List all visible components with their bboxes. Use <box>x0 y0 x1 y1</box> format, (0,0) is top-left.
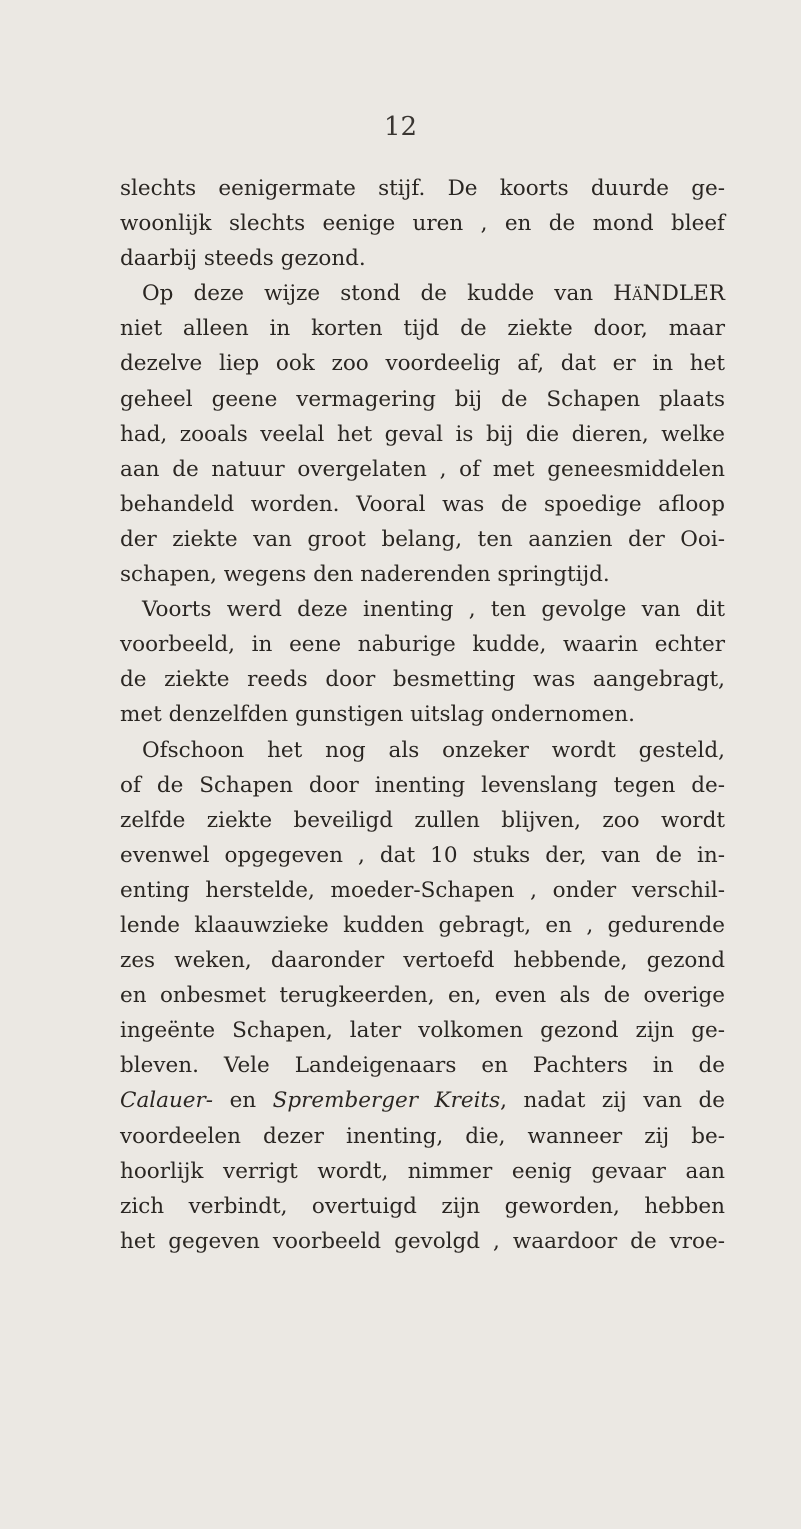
text-line: geheel geene vermagering bij de Schapen plaats <box>120 386 725 412</box>
text-line: zelfde ziekte beveiligd zullen blijven, zoo wordt <box>120 807 725 833</box>
text-line: Ofschoon het nog als onzeker wordt gesteld, <box>142 737 725 763</box>
text-line: der ziekte van groot belang, ten aanzien der Ooi- <box>120 526 725 552</box>
text-line: en onbesmet terugkeerden, en, even als de overige <box>120 983 725 1009</box>
text-line: behandeld worden. Vooral was de spoedige afloop <box>120 491 725 517</box>
text-line: aan de natuur overgelaten , of met geneesmiddelen <box>120 456 725 482</box>
place-name: Calauer- <box>120 1088 214 1114</box>
text-line: met denzelfden gunstigen uitslag ondernomen. <box>120 702 635 728</box>
text-line: zes weken, daaronder vertoefd hebbende, gezond <box>120 948 725 974</box>
text-line: ingeënte Schapen, later volkomen gezond zijn ge- <box>120 1018 725 1044</box>
text-line: of de Schapen door inenting levenslang tegen de- <box>120 772 725 798</box>
text-line: dezelve liep ook zoo voordeelig af, dat er in het <box>120 351 725 377</box>
text-line: bleven. Vele Landeigenaars en Pachters in de <box>120 1053 725 1079</box>
text-line: voorbeeld, in eene naburige kudde, waarin echter <box>120 632 725 658</box>
text-line: de ziekte reeds door besmetting was aangebragt, <box>120 667 725 693</box>
page-number: 12 <box>383 112 418 142</box>
text-line: lende klaauwzieke kudden gebragt, en , gedurende <box>120 912 725 938</box>
text-line: Calauer- en Spremberger Kreits, nadat zij van de <box>120 1088 725 1114</box>
text-line: enting herstelde, moeder-Schapen , onder verschil- <box>120 877 725 903</box>
text-line: Voorts werd deze inenting , ten gevolge van dit <box>142 597 725 623</box>
text-line: hoorlijk verrigt wordt, nimmer eenig gevaar aan <box>120 1158 725 1184</box>
text-line: schapen, wegens den naderenden springtijd. <box>120 562 610 588</box>
text-line: had, zooals veelal het geval is bij die dieren, welke <box>120 421 725 447</box>
text-line: woonlijk slechts eenige uren , en de mond bleef <box>120 211 725 237</box>
text-line: zich verbindt, overtuigd zijn geworden, hebben <box>120 1193 725 1219</box>
body-text <box>120 171 725 1259</box>
text-line: voordeelen dezer inenting, die, wanneer zij be- <box>120 1123 725 1149</box>
author-name: HäNDLER <box>613 281 725 307</box>
text-line: evenwel opgegeven , dat 10 stuks der, van de in- <box>120 842 725 868</box>
text-line: daarbij steeds gezond. <box>120 246 366 272</box>
text-line: het gegeven voorbeeld gevolgd , waardoor de vroe- <box>120 1228 725 1254</box>
place-name: Spremberger Kreits <box>272 1088 501 1114</box>
text-line: slechts eenigermate stijf. De koorts duurde ge- <box>120 176 725 201</box>
text-line: Op deze wijze stond de kudde van HäNDLER <box>142 281 725 307</box>
text-line: niet alleen in korten tijd de ziekte door, maar <box>120 316 725 342</box>
